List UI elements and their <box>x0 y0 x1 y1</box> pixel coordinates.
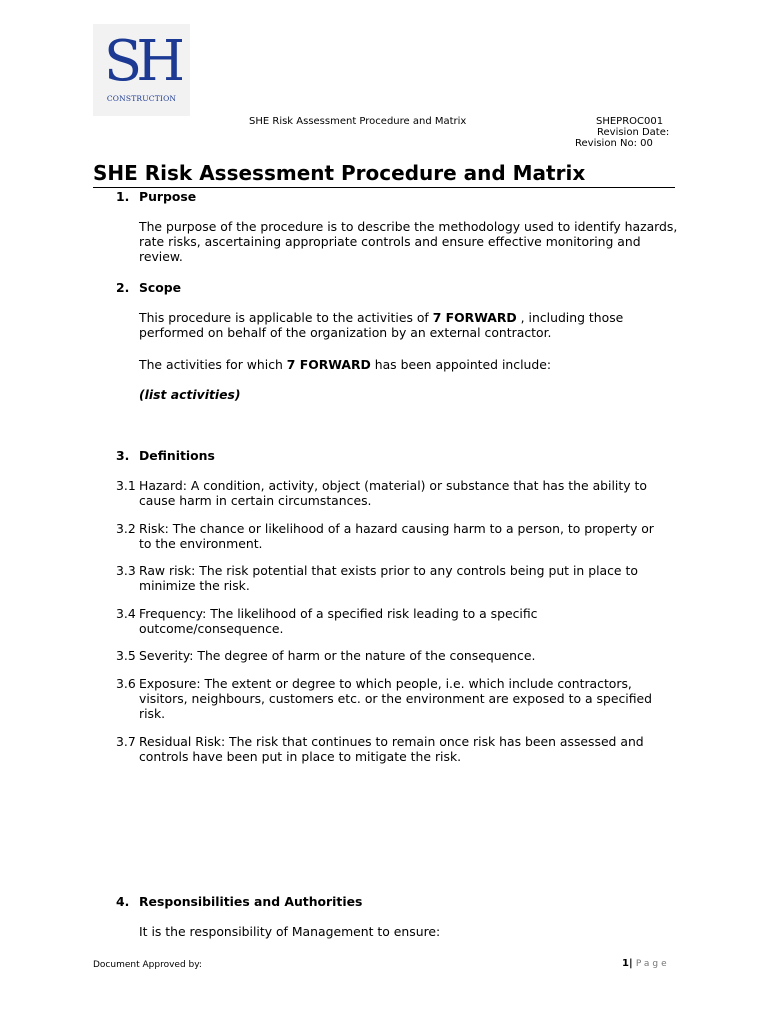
scope-paragraph-1 <box>139 310 679 340</box>
definition-text: Risk: The chance or likelihood of a hazard causing harm to a person, to property or to the environment. <box>139 521 654 551</box>
section-4-heading: Responsibilities and Authorities <box>139 894 363 909</box>
header-revision-date: Revision Date: <box>597 127 670 138</box>
page-number-value: 1 <box>622 958 629 969</box>
section-4-number: 4. <box>116 894 130 909</box>
section-3-number: 3. <box>116 448 130 463</box>
scope-p2-company: 7 FORWARD <box>286 357 371 372</box>
definition-text: Exposure: The extent or degree to which people, i.e. which include contractors, visitors, neighbours, customers etc. or the environment are exposed to a specified risk. <box>139 676 652 721</box>
section-2-number: 2. <box>116 280 130 295</box>
scope-paragraph-2 <box>139 357 679 372</box>
company-logo <box>93 24 190 116</box>
definition-number: 3.4 <box>116 606 136 621</box>
logo-monogram: SH <box>103 29 180 94</box>
logo-company-name: CONSTRUCTION <box>106 94 177 103</box>
definition-number: 3.3 <box>116 563 136 578</box>
scope-p2-text-start: The activities for which <box>139 357 287 372</box>
scope-p1-text-start: This procedure is applicable to the activities of <box>139 310 433 325</box>
scope-p2-text-end: has been appointed include: <box>370 357 552 372</box>
definition-number: 3.6 <box>116 676 136 691</box>
definition-text: Severity: The degree of harm or the nature of the consequence. <box>139 648 536 663</box>
definition-number: 3.2 <box>116 521 136 536</box>
section-1-number: 1. <box>116 189 130 204</box>
definition-number: 3.7 <box>116 734 136 749</box>
page-title: SHE Risk Assessment Procedure and Matrix <box>93 161 586 185</box>
title-divider <box>93 187 675 188</box>
footer-approved-by: Document Approved by: <box>93 960 202 970</box>
section-2-heading: Scope <box>139 280 182 295</box>
page-separator: | <box>628 958 633 969</box>
section-1-heading: Purpose <box>139 189 197 204</box>
header-doc-title: SHE Risk Assessment Procedure and Matrix <box>249 116 467 127</box>
section-4-text: It is the responsibility of Management to ensure: <box>139 924 441 939</box>
definition-text: Frequency: The likelihood of a specified risk leading to a specific outcome/consequence. <box>139 606 538 636</box>
section-3-heading: Definitions <box>139 448 215 463</box>
scope-p1-text-end: , including those performed on behalf of the organization by an external contractor. <box>139 310 624 340</box>
scope-p1-company: 7 FORWARD <box>432 310 517 325</box>
footer-page-number <box>622 958 670 969</box>
definition-text: Hazard: A condition, activity, object (material) or substance that has the ability to cause harm in certain circumstances. <box>139 478 647 508</box>
definition-number: 3.1 <box>116 478 136 493</box>
header-revision-no: Revision No: 00 <box>575 138 653 149</box>
scope-list-placeholder: (list activities) <box>139 387 241 402</box>
page-word: Page <box>635 959 670 969</box>
section-1-text: The purpose of the procedure is to describe the methodology used to identify hazards, rate risks, ascertaining appropriate controls and ensure effective monitoring and review. <box>139 219 678 264</box>
definition-number: 3.5 <box>116 648 136 663</box>
definition-text: Residual Risk: The risk that continues to remain once risk has been assessed and controls have been put in place to mitigate the risk. <box>139 734 644 764</box>
definition-text: Raw risk: The risk potential that exists prior to any controls being put in place to minimize the risk. <box>139 563 638 593</box>
header-doc-code: SHEPROC001 <box>596 116 664 127</box>
